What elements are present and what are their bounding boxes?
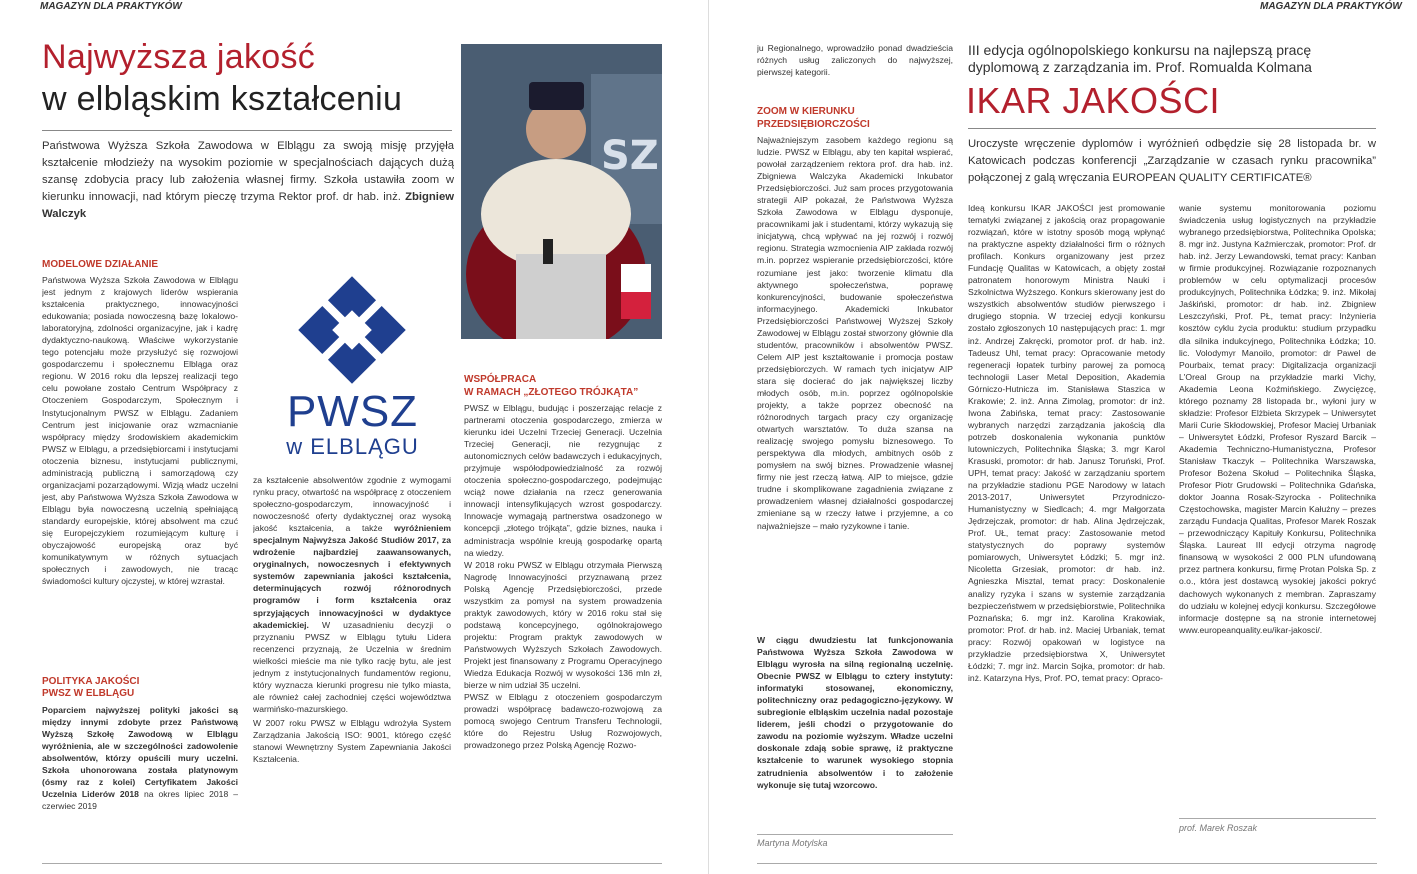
- article-lead: Państwowa Wyższa Szkoła Zawodowa w Elblągu za swoją misję przyjęła kształcenie młodzieży na wysokim poziomie w specjalnościach dających dużą szansę zdobycia pracy lub założenia własnej firmy. Szkoła ustawiła zoom w kierunku innowacji, nad którym pieczę trzyma Rektor prof. dr hab. inż. Zbigniew Walczyk: [42, 140, 454, 220]
- pwsz-logo-mark: [265, 275, 440, 385]
- magazine-header-right: MAGAZYN DLA PRAKTYKÓW: [1260, 1, 1402, 12]
- section-title-polityka-1: POLITYKA JAKOŚCI: [42, 676, 140, 687]
- section-title-wspolpraca-1: WSPÓŁPRACA: [464, 374, 537, 385]
- sig1-rule: [757, 834, 953, 835]
- title-rule: [42, 130, 452, 131]
- author-signature-1: Martyna Motylska: [757, 838, 828, 848]
- continued-text: ju Regionalnego, wprowadziło ponad dwadzieścia różnych usług zaliczonych do najwyższej, pierwszej kategorii.: [757, 43, 953, 78]
- ikar-text-col2: wanie systemu monitorowania poziomu świadczenia usług logistycznych na przykładzie wybranego przedsiębiorstwa, Politechnika Opolska; 8. mgr inż. Justyna Kaźmierczak, promotor: Prof. dr hab. inż. Jerzy Lewandowski, temat pracy: Kanban w firmie produkcyjnej. Rozwiązanie rozpoznanych problemów w celu optymalizacji procesów produkcyjnych, Politechnika Łódzka; 9. inż. Mikołaj Jaśkiński, promotor: dr hab. inż. Zbigniew Leszczyński, Prof. PŁ, temat pracy: Inżynieria kosztów cyklu życia produktu: studium przypadku dla silnika indukcyjnego, Politechnika Łódzka; 10. lic. Volodymyr Manoilo, promotor: dr Pawel de Pourbaix, temat pracy: Digitalizacja organizacji L'Oreal Group na przykładzie marki Vichy, Akademia Leona Koźmińskiego. Zwycięzcę, którego poznamy 28 listopada br., wyłoni jury w składzie: Profesor Elżbieta Skrzypek – Uniwersytet Marii Curie Skłodowskiej, Profesor Maciej Urbaniak – Uniwersytet Łódzki, Profesor Ryszard Barcik – Akademia Techniczno-Humanistyczna, Profesor Stanisław Tkaczyk – Politechnika Warszawska, Profesor Bożena Skołud – Politechnika Śląska, Profesor Piotr Grudowski – Politechnika Gdańska, doktor Joanna Rosak-Szyrocka - Politechnika Częstochowska, magister Marcin Kałużny – prezes zarządu Fundacja Qualitas, Profesor Marek Roszak – przewodniczący Kapituły Konkursu, Politechnika Śląska. Laureat III edycji otrzyma nagrodę finansową w wysokości 2 000 PLN ufundowaną przez partnera konkursu, firmę Protan Polska Sp. z o.o., która jest dostawcą wysokiej jakości pokryć dachowych wykonanych z membran. Zapraszamy do udziału w kolejnej edycji konkursu. Szczegółowe informacje dostępne są na stronie internetowej www.europeanquality.eu/ikar-jakosci/.: [1179, 203, 1376, 635]
- logo-subtext: w ELBLĄGU: [286, 434, 419, 459]
- section-title-polityka-2: PWSZ W ELBLĄGU: [42, 688, 135, 699]
- ikar-lead: Uroczyste wręczenie dyplomów i wyróżnień odbędzie się 28 listopada br. w Katowicach podczas konferencji „Zarządzanie w czasach rynku pracownika” połączonej z galą wręczania EUROPEAN QUALITY CERTIFICATE®: [968, 138, 1376, 184]
- section-title-zoom-2: PRZEDSIĘBIORCZOŚCI: [757, 119, 870, 130]
- article-title-line2: w elbląskim kształceniu: [42, 80, 403, 118]
- author-signature-2: prof. Marek Roszak: [1179, 823, 1258, 833]
- section-text-wspolpraca: PWSZ w Elblągu, budując i poszerzając relacje z partnerami otoczenia gospodarczego, zmierza w kierunku idei Uczelni Trzeciej Generacji. Uczelnia Trzeciej Generacji, nie rezygnując z autonomicznych celów badawczych i edukacyjnych, przyjmuje współodpowiedzialność za rozwój otoczenia społeczno-gospodarczego, podejmując wciąż nowe działania na rzecz generowania innowacji intensyfikujących wzrost gospodarczy. Innowacje wymagają partnerstwa osadzonego w koncepcji „złotego trójkąta”, gdzie biznes, nauka i administracja wspólnie kreują gospodarkę opartą na wiedzy. W 2018 roku PWSZ w Elblągu otrzymała Pierwszą Nagrodę Innowacyjności przyznawaną przez Polską Agencję Przedsiębiorczości, przede wszystkim za pomysł na system prowadzenia praktyk zawodowych, który w 2016 roku stał się podstawą koncepcyjnego, ogólnokrajowego projektu: Program praktyk zawodowych w Państwowych Wyższych Szkołach Zawodowych. Projekt jest finansowany z Programu Operacyjnego Wiedza Edukacja Rozwój w wysokości 136 mln zł, bierze w nim udział 35 uczelni. PWSZ w Elblągu z otoczeniem gospodarczym prowadzi współpracę badawczo-rozwojową za pomocą swojego Centrum Transferu Technologii, które do Rejestru Usług Rozwojowych, prowadzonego przez Polską Agencję Rozwo-: [464, 403, 662, 751]
- magazine-header-left: MAGAZYN DLA PRAKTYKÓW: [40, 1, 182, 12]
- section-title-wspolpraca-2: W RAMACH „ZŁOTEGO TRÓJKĄTA”: [464, 387, 639, 398]
- section-title-modelowe: MODELOWE DZIAŁANIE: [42, 259, 159, 270]
- logo-text: PWSZ: [286, 387, 419, 436]
- section-text-zoom: Najważniejszym zasobem każdego regionu są ludzie. PWSZ w Elblągu, aby ten kapitał wspierać, powołał zarządzeniem rektora prof. dra hab. inż. Zbigniewa Walczyka Akademicki Inkubator Przedsiębiorczości. Już sam proces przygotowania strategii AIP pokazał, że Państwowa Wyższa Szkoła Zawodowa w Elblągu dysponuje, pracownikami jak i studentami, którzy wykazują się inicjatywą, chcą wpływać na jej rozwój i rozwój regionu. Strategia wzmocnienia AIP zakłada rozwój m.in. poprzez wspieranie przedsiębiorczości, które rozumiane jest jako: tworzenie klimatu dla aktywnego społeczeństwa, poprawę konkurencyjności, budowanie społeczeństwa informacyjnego. Akademicki Inkubator Przedsiębiorczości Państwowej Wyższej Szkoły Zawodowej w Elblągu został stworzony głównie dla studentów, pracowników i absolwentów PWSZ. Celem AIP jest kształtowanie i promocja postaw przedsiębiorczych. W ramach tych inicjatyw AIP stara się docierać do jak największej liczby młodych osób, m.in. poprzez ogólnopolskie projekty, a także poprzez obecność na różnorodnych targach pracy czy organizację otwartych warsztatów. To duża szansa na realizację swojego pomysłu biznesowego. To perspektywa dla młodych, ambitnych osób z pomysłem na swój biznes. Prowadzenie własnej firmy nie jest rzeczą łatwą. AIP to miejsce, gdzie trudne i skomplikowane zagadnienia związane z prowadzeniem własnej działalności gospodarczej zmieniane są w rzeczy łatwe i przyjemne, a co najważniejsze – mało ryzykowne i tanie.: [757, 135, 953, 531]
- section-text-polityka: Poparciem najwyższej polityki jakości są między innymi zdobyte przez Państwową Wyższą Szkołę Zawodową w Elblągu wyróżnienia, ale w szczególności zadowolenie absolwentów, którzy opuścili mury uczelni. Szkoła uhonorowana została platynowym (ósmy raz z kolei) Certyfikatem Jakości Uczelnia Liderów 2018 na okres lipiec 2018 – czerwiec 2019: [42, 705, 238, 812]
- page-gutter: [708, 0, 709, 874]
- ikar-text-col1: Ideą konkursu IKAR JAKOŚCI jest promowanie tematyki związanej z jakością oraz propagowanie rozwiązań, które w istotny sposób mogą wpłynąć na praktyczne aspekty działalności firm o różnych profilach. Konkurs organizowany jest przez Fundację Qualitas w Katowicach, a objęty został patronatem honorowym Ministra Nauki i Szkolnictwa Wyższego. Konkurs skierowany jest do wszystkich absolwentów studiów pierwszego i drugiego stopnia. W trzeciej edycji konkursu zostało zgłoszonych 10 następujących prac: 1. mgr inż. Andrzej Zakręcki, promotor prof. dr hab. inż. Tadeusz Uhl, temat pracy: Opracowanie metody regeneracji łopatek turbiny parowej za pomocą technologii Laser Metal Deposition, Akademia Górniczo-Hutnicza im. Stanisława Staszica w Krakowie; 2. inż. Anna Zimolag, promotor: dr inż. Iwona Żabińska, temat pracy: Zastosowanie wybranych narzędzi zarządzania jakością dla potrzeb doskonalenia wykonania punktów lutowniczych, Politechnika Śląska; 3. mgr Karol Krasuski, promotor: dr hab. Janusz Toruński, Prof. UPH, temat pracy: Jakość w zarządzaniu sportem na przykładzie stadionu PGE Narodowy w latach 2013-2017, Uniwersytet Przyrodniczo-Humanistyczny w Siedlcach; 4. mgr Małgorzata Jędrzejczak, promotor: dr hab. Alina Jędrzejczak, Prof. UŁ, temat pracy: Zastosowanie metod statystycznych do poprawy systemów pomiarowych, Uniwersytet Łódzki; 5. mgr inż. Nicoletta Grzesiak, promotor: dr hab. inż. Agnieszka Misztal, temat pracy: Doskonalenie analizy ryzyka i szans w systemie zarządzania bezpieczeństwem w przedsiębiorstwie, Politechnika Poznańska; 6. mgr inż. Karolina Krakowiak, promotor: Prof. dr hab. inż. Maciej Urbaniak, temat pracy: Rozwój opakowań w logistyce na przykładzie przedsiębiorstwa X, Uniwersytet Łódzki; 7. mgr inż. Marcin Sojka, promotor: dr hab. inż. Katarzyna Hys, Prof. PO, temat pracy: Opraco-: [968, 203, 1165, 683]
- svg-text:SZ: SZ: [601, 133, 659, 179]
- ikar-subtitle-2: dyplomową z zarządzania im. Prof. Romualda Kolmana: [968, 59, 1312, 75]
- right-footer-rule: [757, 863, 1377, 864]
- section-text-modelowe: Państwowa Wyższa Szkoła Zawodowa w Elblągu jest jednym z krajowych liderów wspierania kształcenia praktycznego, innowacyjności edukowania; posiada nowoczesną bazę lokalowo-laboratoryjną, zdolności organizacyjne, jak i kadrę dydaktyczno-naukową. Właściwe wykorzystanie tego potencjału może przysłużyć się rozwojowi gospodarczemu i społecznemu Elbląga oraz regionu. W 2016 roku dla lepszej realizacji tego celu powołane zostało Centrum Współpracy z Otoczeniem Gospodarczym, Społecznym i Instytucjonalnym PWSZ w Elblągu. Zadaniem Centrum jest inicjowanie oraz wzmacnianie współpracy między środowiskiem akademickim PWSZ w Elblągu, a przedsiębiorcami i instytucjami otoczenia biznesu, instytucjami publicznymi, administracją publiczną i samorządową czy organizacjami pozarządowymi. Wizją władz uczelni jest, aby Państwowa Wyższa Szkoła Zawodowa w Elblągu była nowoczesną uczelnią spełniającą standardy europejskie, której absolwent ma czuć się Europejczykiem rozumiejącym kulturę i obyczajowość europejską oraz być komunikatywnym w różnych sytuacjach społecznych i zawodowych, nie tracąc świadomości kultury ojczystej, w której wzrastał.: [42, 275, 238, 587]
- pwsz-logo-icon: [265, 275, 440, 475]
- ikar-rule: [968, 128, 1376, 129]
- ikar-title: IKAR JAKOŚCI: [966, 80, 1221, 121]
- rector-photo: [461, 44, 662, 339]
- section-title-zoom-1: ZOOM W KIERUNKU: [757, 106, 855, 117]
- ikar-subtitle-1: III edycja ogólnopolskiego konkursu na najlepszą pracę: [968, 42, 1312, 58]
- rector-photo-illustration: [461, 44, 662, 339]
- left-footer-rule: [42, 863, 662, 864]
- sig2-rule: [1179, 818, 1376, 819]
- section-text-col2: za kształcenie absolwentów zgodnie z wymogami rynku pracy, otwartość na współpracę z otoczeniem społeczno-gospodarczym, innowacyjność i nowoczesność oferty dydaktycznej oraz wysoką jakość kształcenia, a także wyróżnieniem specjalnym Najwyższa Jakość Studiów 2017, za wdrożenie najbardziej zaawansowanych, oryginalnych, nowoczesnych i efektywnych systemów zapewniania jakości kształcenia, determinujących rozwój różnorodnych programów i form kształcenia oraz sprzyjających innowacyjności w dydaktyce akademickiej. W uzasadnieniu decyzji o przyznaniu PWSZ w Elblągu tytułu Lidera recenzenci przyznają, że Uczelnia w średnim wielkości mieście ma nie tylko rację bytu, ale jest jednym z instytucjonalnych fundamentów regionu, który wyznacza kierunki progresu nie tylko miasta, ale również całej zachodniej części województwa warmińsko-mazurskiego. W 2007 roku PWSZ w Elblągu wdrożyła System Zarządzania Jakością ISO: 9001, którego część stanowi Wewnętrzny System Zapewniania Jakości Kształcenia.: [253, 475, 451, 765]
- section-text-summary: W ciągu dwudziestu lat funkcjonowania Państwowa Wyższa Szkoła Zawodowa w Elblągu wyrosła na silną regionalną uczelnię. Obecnie PWSZ w Elblągu to cztery instytuty: informatyki stosowanej, ekonomiczny, politechniczny oraz pedagogiczno-językowy. W subregionie elbląskim uczelnia nadal pozostaje liderem, jeśli chodzi o przygotowanie do zawodu na poziomie wyższym. Władze uczelni doskonale zdają sobie sprawę, iż praktyczne kształcenie to warunek wysokiego stopnia zatrudnienia absolwentów i to założenie wykonuje się tutaj wzorcowo.: [757, 635, 953, 790]
- article-title-line1: Najwyższa jakość: [42, 38, 316, 76]
